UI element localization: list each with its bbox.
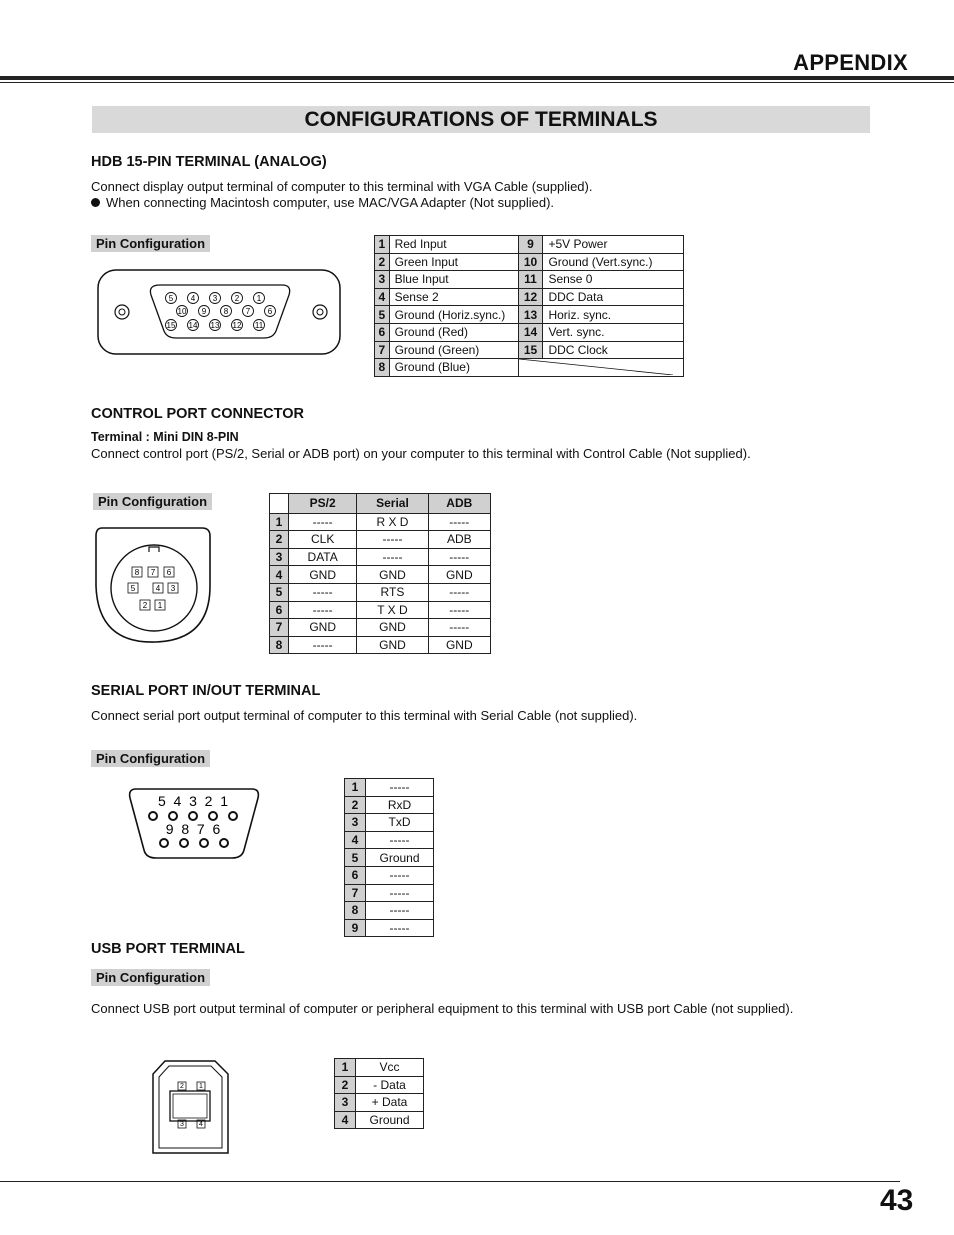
- pin-label: 5: [130, 584, 136, 593]
- pin-signal: -----: [428, 619, 490, 637]
- pin-label: 15: [166, 320, 176, 330]
- pin-circle: [200, 839, 208, 847]
- pin-label: 10: [177, 306, 187, 316]
- pin-circle: [149, 812, 157, 820]
- pin-label: 11: [254, 320, 264, 330]
- pin-signal: DDC Data: [543, 288, 684, 306]
- pin-number: 4: [375, 288, 390, 306]
- pin-label: 9: [201, 306, 207, 316]
- pin-number: 7: [345, 884, 366, 902]
- pin-number: 5: [345, 849, 366, 867]
- pin-signal: Ground: [356, 1111, 424, 1129]
- table-row: [375, 323, 684, 341]
- pin-signal: Ground (Vert.sync.): [543, 253, 684, 271]
- pin-label: 3: [212, 293, 218, 303]
- pin-number: 6: [270, 601, 289, 619]
- pin-number: 4: [335, 1111, 356, 1129]
- usb-heading: USB PORT TERMINAL: [91, 941, 245, 957]
- usb-b-connector-diagram: [150, 1058, 232, 1156]
- pin-signal: -----: [289, 583, 357, 601]
- control-terminal: Terminal : Mini DIN 8-PIN: [91, 430, 239, 444]
- pin-signal: -----: [366, 779, 434, 797]
- pin-label: 1: [199, 1083, 203, 1090]
- pin-label: 4: [190, 293, 196, 303]
- table-row: [270, 566, 491, 584]
- pin-signal: + Data: [356, 1094, 424, 1112]
- db9-connector-diagram: [126, 786, 262, 862]
- table-row: [270, 513, 491, 531]
- table-row: [345, 884, 434, 902]
- table-row: [270, 636, 491, 654]
- pin-number: 6: [345, 866, 366, 884]
- control-text: Connect control port (PS/2, Serial or ADB port) on your computer to this terminal with Control Cable (Not supplied).: [91, 446, 751, 461]
- table-row: [345, 831, 434, 849]
- table-row: [345, 796, 434, 814]
- pin-signal: -----: [428, 548, 490, 566]
- pin-label: 4: [199, 1121, 203, 1128]
- pin-signal: Vcc: [356, 1059, 424, 1077]
- pin-signal: CLK: [289, 531, 357, 549]
- control-header-serial: Serial: [357, 494, 428, 514]
- pin-signal: DDC Clock: [543, 341, 684, 359]
- table-row: [335, 1111, 424, 1129]
- pin-signal: Vert. sync.: [543, 323, 684, 341]
- page-number: 43: [880, 1184, 914, 1217]
- top-rule: [0, 76, 954, 80]
- serial-pin-config-label: Pin Configuration: [91, 750, 210, 767]
- pin-label: 12: [232, 320, 242, 330]
- pin-signal: -----: [289, 513, 357, 531]
- pin-label: 8: [134, 568, 140, 577]
- pin-signal: R X D: [357, 513, 428, 531]
- appendix-heading: APPENDIX: [793, 50, 908, 75]
- hdb15-connector-diagram: [96, 268, 342, 358]
- pin-signal: Ground (Blue): [389, 359, 518, 377]
- table-row: [375, 253, 684, 271]
- pin-number: 8: [270, 636, 289, 654]
- serial-heading: SERIAL PORT IN/OUT TERMINAL: [91, 683, 321, 699]
- pin-signal: Sense 2: [389, 288, 518, 306]
- pin-label: 1: [157, 601, 163, 610]
- hdb-note-text: When connecting Macintosh computer, use MAC/VGA Adapter (Not supplied).: [106, 195, 555, 210]
- pin-label: 8: [223, 306, 229, 316]
- pin-number: 6: [375, 323, 390, 341]
- pin-signal: -----: [289, 601, 357, 619]
- control-header-blank: [270, 494, 289, 514]
- pin-number: 2: [375, 253, 390, 271]
- pin-number: 7: [375, 341, 390, 359]
- usb-pin-config-label: Pin Configuration: [91, 969, 210, 986]
- table-row: [335, 1059, 424, 1077]
- pin-signal: GND: [357, 566, 428, 584]
- pin-number: 8: [345, 902, 366, 920]
- pin-signal: Ground (Green): [389, 341, 518, 359]
- table-row: [375, 236, 684, 254]
- pin-number: 13: [518, 306, 543, 324]
- pin-label: 7: [150, 568, 156, 577]
- table-row: [345, 866, 434, 884]
- pin-number: 14: [518, 323, 543, 341]
- pin-number: 9: [518, 236, 543, 254]
- pin-signal: RxD: [366, 796, 434, 814]
- hdb-heading: HDB 15-PIN TERMINAL (ANALOG): [91, 154, 327, 170]
- table-row: [270, 531, 491, 549]
- usb-text: Connect USB port output terminal of computer or peripheral equipment to this terminal with USB port Cable (not supplied).: [91, 1001, 794, 1016]
- pin-signal: Ground (Horiz.sync.): [389, 306, 518, 324]
- db9-bottom-numbers: 9 8 7 6: [165, 821, 221, 837]
- pin-label: 6: [166, 568, 172, 577]
- pin-signal: -----: [366, 866, 434, 884]
- pin-signal: -----: [289, 636, 357, 654]
- diagonal-line: [519, 359, 673, 375]
- pin-signal: DATA: [289, 548, 357, 566]
- table-row: [335, 1094, 424, 1112]
- hdb-note: [91, 195, 554, 211]
- pin-signal: GND: [357, 619, 428, 637]
- pin-number: 3: [270, 548, 289, 566]
- pin-label: 6: [267, 306, 273, 316]
- pin-signal: Ground: [366, 849, 434, 867]
- pin-signal: Green Input: [389, 253, 518, 271]
- pin-number: 5: [270, 583, 289, 601]
- pin-signal: -----: [428, 583, 490, 601]
- pin-number: 2: [270, 531, 289, 549]
- table-row: [270, 548, 491, 566]
- table-row: [345, 779, 434, 797]
- pin-circle: [209, 812, 217, 820]
- control-heading: CONTROL PORT CONNECTOR: [91, 406, 304, 422]
- pin-signal: Horiz. sync.: [543, 306, 684, 324]
- pin-signal: Ground (Red): [389, 323, 518, 341]
- hdb-pin-config-label: Pin Configuration: [91, 235, 210, 252]
- pin-label: 2: [142, 601, 148, 610]
- db9-top-numbers: 5 4 3 2 1: [157, 793, 229, 809]
- bullet-icon: [91, 198, 100, 207]
- pin-number: 1: [345, 779, 366, 797]
- table-row: [270, 619, 491, 637]
- pin-label: 2: [234, 293, 240, 303]
- control-pin-table: [269, 493, 491, 654]
- table-row: [375, 341, 684, 359]
- pin-number: 8: [375, 359, 390, 377]
- pin-signal: +5V Power: [543, 236, 684, 254]
- pin-number: 7: [270, 619, 289, 637]
- pin-signal: Blue Input: [389, 271, 518, 289]
- top-rule-thin: [0, 82, 954, 83]
- pin-number: 2: [335, 1076, 356, 1094]
- pin-signal: RTS: [357, 583, 428, 601]
- pin-label: 5: [168, 293, 174, 303]
- serial-pin-table: [344, 778, 434, 937]
- mini-din-connector-diagram: [92, 526, 214, 646]
- pin-signal: -----: [366, 884, 434, 902]
- pin-number: 3: [335, 1094, 356, 1112]
- table-row: [375, 306, 684, 324]
- pin-circle: [169, 812, 177, 820]
- pin-number: 12: [518, 288, 543, 306]
- pin-label: 4: [155, 584, 161, 593]
- serial-text: Connect serial port output terminal of computer to this terminal with Serial Cable (not supplied).: [91, 708, 638, 723]
- table-row: [345, 902, 434, 920]
- pin-number: 4: [270, 566, 289, 584]
- pin-signal: -----: [357, 548, 428, 566]
- pin-label: 3: [170, 584, 176, 593]
- table-row: [375, 359, 684, 377]
- pin-signal: -----: [366, 831, 434, 849]
- hdb-pin-table: [374, 235, 684, 377]
- pin-signal: -----: [428, 513, 490, 531]
- pin-number: 15: [518, 341, 543, 359]
- pin-number: 10: [518, 253, 543, 271]
- table-row: [375, 288, 684, 306]
- pin-circle: [160, 839, 168, 847]
- control-header-ps2: PS/2: [289, 494, 357, 514]
- pin-signal: Sense 0: [543, 271, 684, 289]
- control-header-adb: ADB: [428, 494, 490, 514]
- pin-signal: -----: [366, 919, 434, 937]
- pin-signal: GND: [289, 566, 357, 584]
- pin-number: 9: [345, 919, 366, 937]
- pin-number: 3: [345, 814, 366, 832]
- table-row: [270, 583, 491, 601]
- pin-number: 4: [345, 831, 366, 849]
- pin-label: 3: [180, 1121, 184, 1128]
- pin-signal: GND: [428, 636, 490, 654]
- pin-label: 14: [188, 320, 198, 330]
- table-row: [345, 849, 434, 867]
- pin-circle: [229, 812, 237, 820]
- empty-cell: [518, 359, 683, 377]
- pin-label: 1: [256, 293, 262, 303]
- pin-signal: ADB: [428, 531, 490, 549]
- pin-label: 2: [180, 1083, 184, 1090]
- pin-number: 2: [345, 796, 366, 814]
- table-row: [345, 814, 434, 832]
- hdb-text: Connect display output terminal of computer to this terminal with VGA Cable (supplied).: [91, 179, 593, 194]
- bottom-rule: [0, 1181, 900, 1182]
- pin-number: 1: [335, 1059, 356, 1077]
- usb-pin-table: [334, 1058, 424, 1129]
- pin-signal: GND: [428, 566, 490, 584]
- table-row: [270, 601, 491, 619]
- table-row: [375, 271, 684, 289]
- pin-number: 3: [375, 271, 390, 289]
- page-title: CONFIGURATIONS OF TERMINALS: [92, 106, 870, 133]
- pin-signal: -----: [366, 902, 434, 920]
- pin-circle: [189, 812, 197, 820]
- pin-signal: GND: [357, 636, 428, 654]
- table-row: [335, 1076, 424, 1094]
- pin-number: 1: [375, 236, 390, 254]
- pin-number: 11: [518, 271, 543, 289]
- pin-label: 13: [210, 320, 220, 330]
- control-pin-config-label: Pin Configuration: [93, 493, 212, 510]
- pin-signal: TxD: [366, 814, 434, 832]
- pin-label: 7: [245, 306, 251, 316]
- pin-circle: [220, 839, 228, 847]
- pin-number: 1: [270, 513, 289, 531]
- table-row: [345, 919, 434, 937]
- pin-circle: [180, 839, 188, 847]
- pin-signal: GND: [289, 619, 357, 637]
- pin-number: 5: [375, 306, 390, 324]
- pin-signal: T X D: [357, 601, 428, 619]
- pin-signal: - Data: [356, 1076, 424, 1094]
- pin-signal: Red Input: [389, 236, 518, 254]
- pin-signal: -----: [357, 531, 428, 549]
- pin-signal: -----: [428, 601, 490, 619]
